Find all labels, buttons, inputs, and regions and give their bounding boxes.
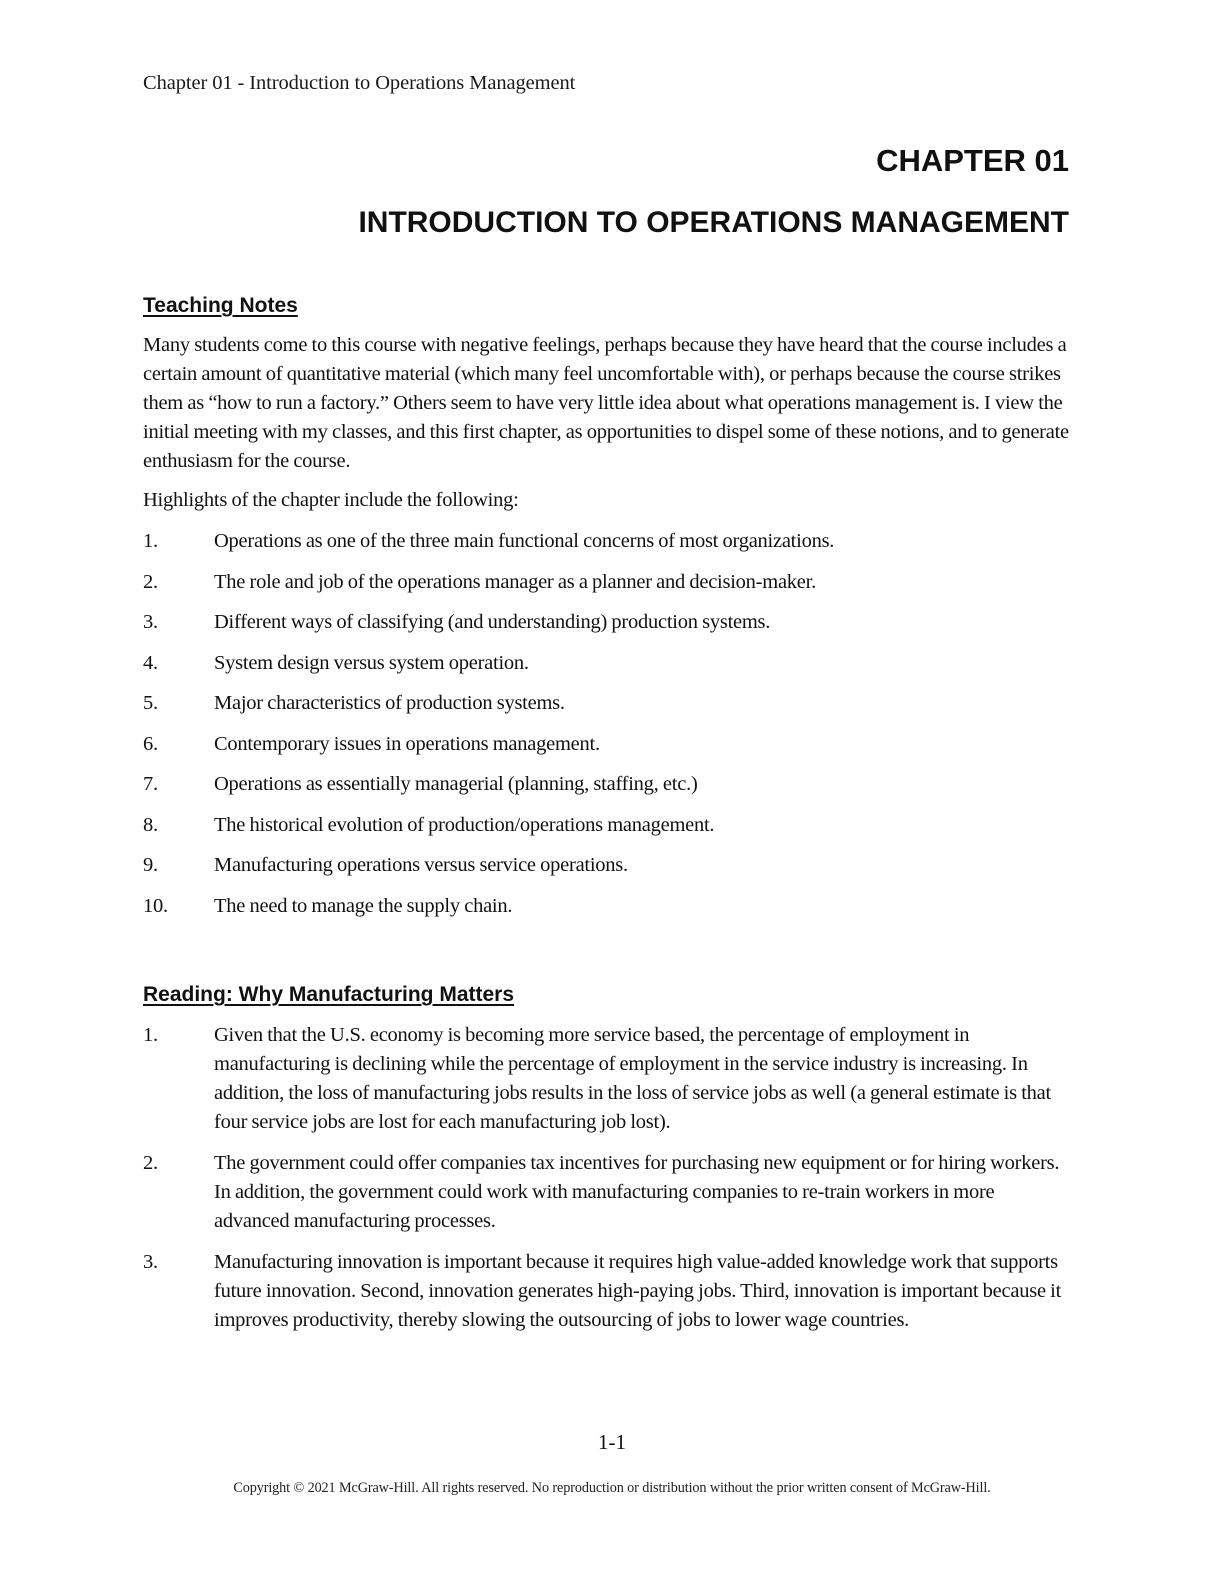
- chapter-number: CHAPTER 01: [876, 143, 1069, 178]
- list-item: [143, 1248, 1073, 1335]
- item-number: 10.: [143, 894, 168, 917]
- item-number: 1.: [143, 530, 158, 552]
- item-number: 9.: [143, 854, 158, 876]
- list-item: [143, 649, 1073, 690]
- list-item: [143, 811, 1073, 852]
- list-item: [143, 608, 1073, 649]
- item-text: Major characteristics of production systems.: [214, 692, 565, 714]
- item-number: 1.: [143, 1024, 158, 1046]
- list-item: [143, 1021, 1073, 1137]
- item-number: 8.: [143, 813, 158, 836]
- list-item: [143, 527, 1073, 568]
- list-item: [143, 770, 1073, 811]
- highlights-list: [143, 527, 1073, 932]
- item-text: The need to manage the supply chain.: [214, 894, 513, 917]
- item-text: The role and job of the operations manager as a planner and decision-maker.: [214, 570, 816, 593]
- item-number: 4.: [143, 651, 158, 674]
- item-number: 2.: [143, 1152, 158, 1174]
- item-text: System design versus system operation.: [214, 651, 529, 674]
- list-item: [143, 892, 1073, 933]
- item-number: 3.: [143, 611, 158, 633]
- list-item: [143, 568, 1073, 609]
- running-header: Chapter 01 - Introduction to Operations Management: [143, 72, 576, 94]
- item-text: Manufacturing operations versus service operations.: [214, 854, 628, 876]
- intro-paragraph: Many students come to this course with negative feelings, perhaps because they have heard that the course includes a certain amount of quantitative material (which many feel uncomfortable with), or perhaps because the course strikes them as “how to run a factory.” Others seem to have very little idea about what operations management is. I view the initial meeting with my classes, and this first chapter, as opportunities to dispel some of these notions, and to generate enthusiasm for the course.: [143, 334, 1069, 472]
- list-item: [143, 730, 1073, 771]
- list-item: [143, 851, 1073, 892]
- item-number: 2.: [143, 570, 158, 593]
- item-number: 7.: [143, 773, 158, 795]
- item-text: Given that the U.S. economy is becoming more service based, the percentage of employment in manufacturing is declining while the percentage of employment in the service industry is increasing. In addition, the loss of manufacturing jobs results in the loss of service jobs as well (a general estimate is that four service jobs are lost for each manufacturing job lost).: [214, 1024, 1051, 1133]
- item-text: The historical evolution of production/operations management.: [214, 813, 715, 836]
- item-number: 5.: [143, 692, 158, 714]
- item-text: The government could offer companies tax incentives for purchasing new equipment or for hiring workers. In addition, the government could work with manufacturing companies to re-train workers in more advanced manufacturing processes.: [214, 1152, 1060, 1232]
- copyright-notice: Copyright © 2021 McGraw-Hill. All rights reserved. No reproduction or distribution without the prior written consent of McGraw-Hill.: [233, 1480, 991, 1496]
- chapter-title: INTRODUCTION TO OPERATIONS MANAGEMENT: [358, 206, 1069, 239]
- highlights-lead: Highlights of the chapter include the following:: [143, 489, 519, 511]
- item-text: Contemporary issues in operations management.: [214, 732, 600, 755]
- list-item: [143, 1149, 1073, 1236]
- item-text: Manufacturing innovation is important because it requires high value-added knowledge work that supports future innovation. Second, innovation generates high-paying jobs. Third, innovation is important because it improves productivity, thereby slowing the outsourcing of jobs to lower wage countries.: [214, 1251, 1062, 1331]
- list-item: [143, 689, 1073, 730]
- item-text: Operations as essentially managerial (planning, staffing, etc.): [214, 773, 698, 795]
- item-number: 3.: [143, 1251, 158, 1273]
- item-number: 6.: [143, 732, 158, 755]
- teaching-notes-heading: Teaching Notes: [143, 294, 298, 317]
- reading-heading: Reading: Why Manufacturing Matters: [143, 983, 515, 1006]
- page-number: 1-1: [598, 1430, 626, 1454]
- reading-section: [143, 983, 1073, 1347]
- item-text: Operations as one of the three main functional concerns of most organizations.: [214, 530, 835, 552]
- teaching-notes-section: [143, 294, 1073, 932]
- reading-list: [143, 1021, 1073, 1335]
- item-text: Different ways of classifying (and understanding) production systems.: [214, 611, 771, 633]
